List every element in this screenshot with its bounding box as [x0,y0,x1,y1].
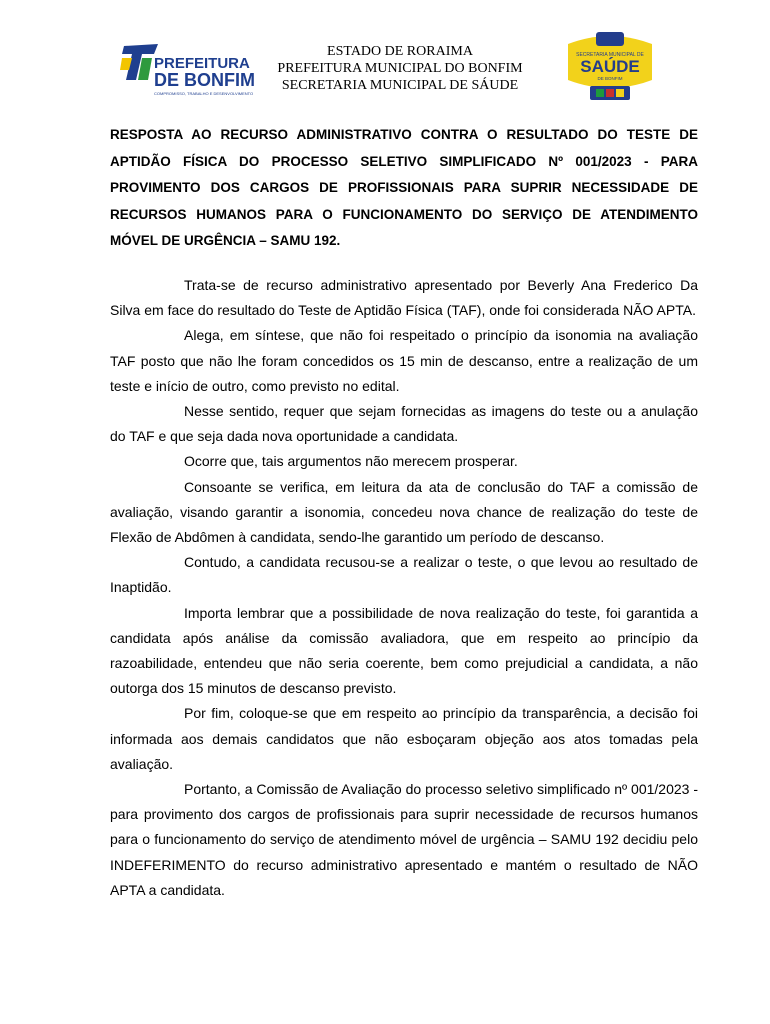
logo-left-word1: PREFEITURA [154,55,250,72]
paragraph-1: Trata-se de recurso administrativo apresentado por Beverly Ana Frederico Da Silva em face do resultado do Teste de Aptidão Física (TAF), onde foi considerada NÃO APTA. [110,277,698,319]
paragraph-5: Consoante se verifica, em leitura da ata de conclusão do TAF a comissão de avaliação, visando garantir a isonomia, concedeu nova chance de realização do teste de Flexão de Abdômen à candidata, sendo-lhe garantido um período de descanso. [110,478,698,546]
paragraph-7: Importa lembrar que a possibilidade de nova realização do teste, foi garantida a candidata após análise da comissão avaliadora, que em respeito ao princípio da razoabilidade, entendeu que não seria coerente, bem como prejudicial a candidata, a não outorga dos 15 minutos de descanso previsto. [110,604,698,697]
paragraph-4: Ocorre que, tais argumentos não merecem prosperar. [184,453,518,470]
paragraph-2: Alega, em síntese, que não foi respeitado o princípio da isonomia na avaliação TAF posto que não lhe foram concedidos os 15 min de descanso, entre a realização de um teste e início de outro, como previsto no edital. [110,327,698,394]
header-text [250,43,550,94]
logo-right-text1: SECRETARIA MUNICIPAL DE [576,52,644,58]
header-state: ESTADO DE RORAIMA [327,44,473,59]
document-body [110,273,698,903]
logo-right-text3: DE BONFIM [597,76,623,81]
document-title: RESPOSTA AO RECURSO ADMINISTRATIVO CONTRA O RESULTADO DO TESTE DE APTIDÃO FÍSICA DO PROCESSO SELETIVO SIMPLIFICADO Nº 001/2023 - PARA PROVIMENTO DOS CARGOS DE PROFISSIONAIS PARA SUPRIR NECESSIDADE DE RECURSOS HUMANOS PARA O FUNCIONAMENTO DO SERVIÇO DE ATENDIMENTO MÓVEL DE URGÊNCIA – SAMU 192. [110,127,698,248]
paragraph-9: Portanto, a Comissão de Avaliação do processo seletivo simplificado nº 001/2023 - para provimento dos cargos de profissionais para suprir necessidade de recursos humanos para o funcionamento do serviço de atendimento móvel de urgência – SAMU 192 decidiu pelo INDEFERIMENTO do recurso administrativo apresentado e mantém o resultado de NÃO APTA a candidata. [110,781,698,898]
logo-left-tagline: COMPROMISSO, TRABALHO E DESENVOLVIMENTO [154,91,254,96]
logo-right-text2: SAÚDE [580,57,640,76]
logo-left-word2: DE BONFIM [154,70,255,90]
document-header [0,30,770,110]
paragraph-3: Nesse sentido, requer que sejam fornecidas as imagens do teste ou a anulação do TAF e que seja dada nova oportunidade a candidata. [110,403,698,445]
prefeitura-bonfim-logo [118,40,268,100]
secretaria-saude-logo [560,30,660,104]
paragraph-8: Por fim, coloque-se que em respeito ao princípio da transparência, a decisão foi informada aos demais candidatos que não esboçaram objeção aos atos tomadas pela avaliação. [110,705,698,772]
header-prefecture: PREFEITURA MUNICIPAL DO BONFIM [277,61,523,76]
header-secretariat: SECRETARIA MUNICIPAL DE SÁUDE [281,78,519,93]
paragraph-6: Contudo, a candidata recusou-se a realizar o teste, o que levou ao resultado de Inaptidão. [110,554,698,596]
